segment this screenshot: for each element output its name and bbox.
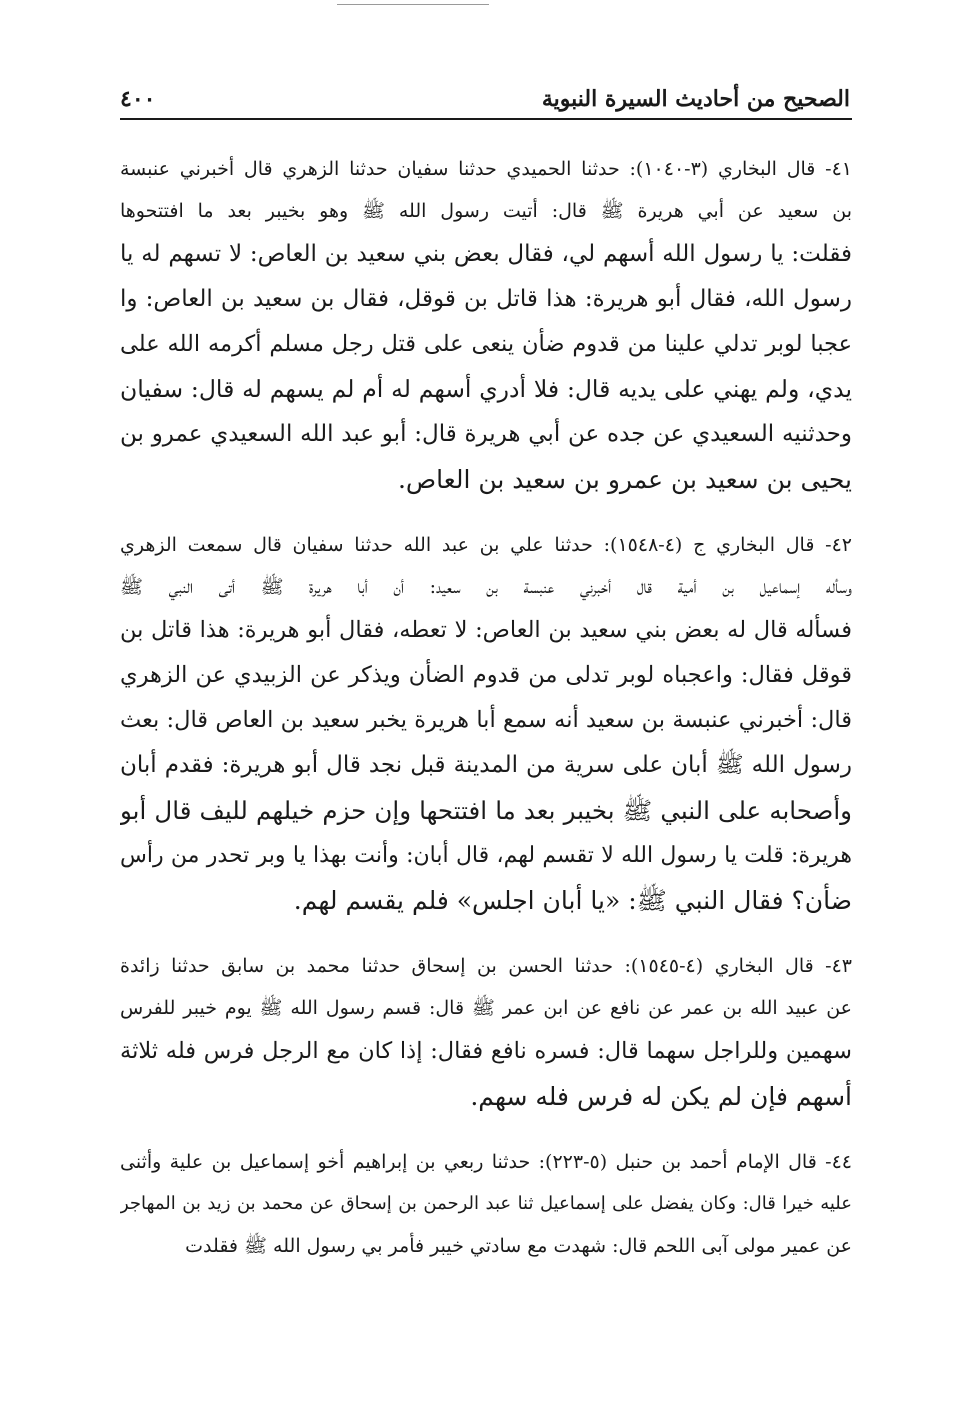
isnad-line: وسأله إسماعيل بن أمية قال أخبرني عنبسة بن سعيد: أن أبا هريرة ﷺ أتى النبي ﷺ (120, 576, 852, 598)
top-margin-mark (337, 4, 489, 5)
page-body (120, 148, 852, 1289)
matn-line: فسأله قال له بعض بني سعيد بن العاص: لا تعطه، فقال أبو هريرة: هذا قاتل بن (120, 617, 852, 643)
header-rule (120, 118, 852, 120)
running-header (120, 86, 852, 120)
page-number: ٤٠٠ (120, 86, 156, 112)
isnad-line: ٤٣- قال البخاري (٤-١٥٤٥): حدثنا الحسن بن إسحاق حدثنا محمد بن سابق حدثنا زائدة (120, 955, 852, 977)
matn-line: يدي، ولم يهني على يديه قال: فلا أدري أسهم له أم لم يسهم له قال: سفيان (120, 375, 852, 403)
matn-line: عجبا لوبر تدلي علينا من قدوم ضأن ينعى على قتل رجل مسلم أكرمه الله على (120, 331, 852, 357)
matn-line: وحدثنيه السعيدي عن جده عن أبي هريرة قال: أبو عبد الله السعيدي عمرو بن (120, 421, 852, 447)
hadith-entry (120, 524, 852, 923)
matn-line: فقلت: يا رسول الله أسهم لي، فقال بعض بني سعيد بن العاص: لا تسهم له يا (120, 241, 852, 267)
isnad-line: بن سعيد عن أبي هريرة ﷺ قال: أتيت رسول الله ﷺ وهو بخيبر بعد ما افتتحوها (120, 200, 852, 222)
matn-line: ضأن؟ فقال النبي ﷺ: «يا أبان اجلس» فلم يقسم لهم. (293, 886, 852, 915)
isnad-line: عليه خيرا قال: وكان يفضل على إسماعيل ثنا عبد الرحمن بن إسحاق عن محمد بن زيد بن المهاجر (120, 1193, 852, 1214)
matn-line: قوقل فقال: واعجباه لوبر تدلى من قدوم الضأن ويذكر عن الزبيدي عن الزهري (120, 662, 852, 688)
isnad-line: ٤٤- قال الإمام أحمد بن حنبل (٥-٢٢٣): حدثنا ربعي بن إبراهيم أخو إسماعيل بن علية وأثنى (120, 1151, 852, 1173)
matn-line: أسهم فإن لم يكن له فرس فله سهم. (470, 1082, 852, 1111)
book-title: الصحيح من أحاديث السيرة النبوية (541, 86, 850, 112)
hadith-entry (120, 148, 852, 502)
matn-line: وأصحابه على النبي ﷺ بخيبر بعد ما افتتحها وإن حزم خيلهم لليف قال أبو (120, 796, 852, 825)
matn-line: يحيى بن سعيد بن عمرو بن سعيد بن العاص. (397, 465, 852, 494)
matn-line: هريرة: قلت يا رسول الله لا تقسم لهم، قال أبان: وأنت بهذا يا وبر تحدر من رأس (120, 843, 852, 868)
hadith-entry (120, 945, 852, 1119)
isnad-line: عن عبيد الله بن عمر عن نافع عن ابن عمر ﷺ قال: قسم رسول الله ﷺ يوم خيبر للفرس (120, 997, 852, 1019)
isnad-line: ٤١- قال البخاري (٣-١٠٤٠): حدثنا الحميدي حدثنا سفيان حدثنا الزهري قال أخبرني عنبسة (120, 158, 852, 180)
matn-line: رسول الله، فقال أبو هريرة: هذا قاتل بن قوقل، فقال بن سعيد بن العاص: وا (120, 286, 852, 312)
matn-line: قال: أخبرني عنبسة بن سعيد أنه سمع أبا هريرة يخبر سعيد بن العاص قال: بعث (120, 707, 852, 733)
matn-line: رسول الله ﷺ أبان على سرية من المدينة قبل نجد قال أبو هريرة: فقدم أبان (120, 752, 852, 778)
matn-line: سهمين وللراجل سهما قال: فسره نافع فقال: إذا كان مع الرجل فرس فله ثلاثة (120, 1038, 852, 1064)
isnad-line: عن عمير مولى آبى اللحم قال: شهدت مع سادتي خيبر فأمر بي رسول الله ﷺ فقلدت (185, 1235, 852, 1257)
hadith-entry (120, 1141, 852, 1267)
isnad-line: ٤٢- قال البخاري ج (٤-١٥٤٨): حدثنا علي بن عبد الله حدثنا سفيان قال سمعت الزهري (120, 534, 852, 556)
